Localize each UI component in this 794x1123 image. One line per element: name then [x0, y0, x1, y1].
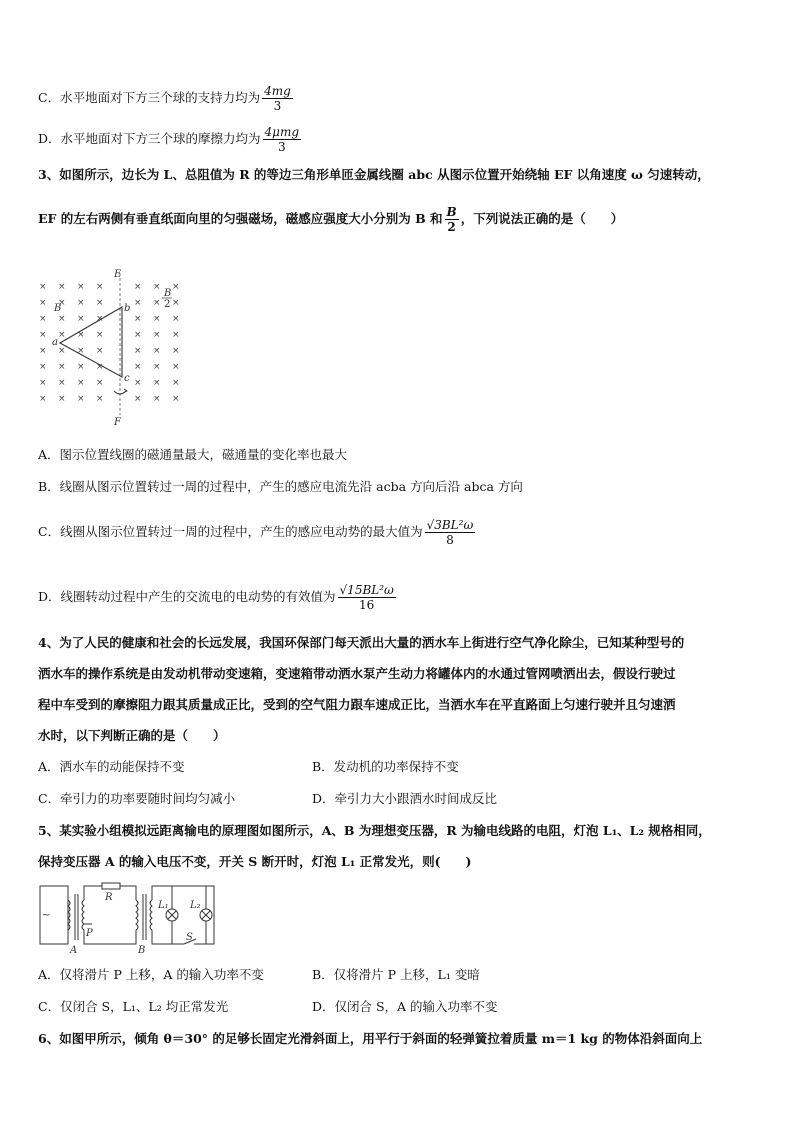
field-marker-x: × — [172, 378, 180, 388]
field-marker-x: × — [96, 298, 104, 308]
field-marker-x: × — [153, 314, 161, 324]
fig-label-bhalf-den: 2 — [164, 299, 171, 310]
field-marker-x: × — [134, 394, 142, 404]
q2-option-c-fraction — [262, 84, 293, 113]
fraction-denominator: 3 — [277, 140, 286, 154]
field-marker-x: × — [134, 314, 142, 324]
field-marker-x: × — [39, 298, 47, 308]
fig-label-r: R — [105, 892, 113, 903]
q3-option-c-fraction — [425, 518, 476, 547]
q3-stem-line2-text: EF 的左右两侧有垂直纸面向里的匀强磁场，磁感应强度大小分别为 B 和 — [38, 211, 443, 226]
fraction-denominator: 3 — [273, 99, 282, 113]
fig-label-a: a — [52, 337, 58, 348]
field-marker-x: × — [134, 330, 142, 340]
field-marker-x: × — [96, 282, 104, 292]
field-marker-x: × — [77, 378, 85, 388]
q5-stem-line2: 保持变压器 A 的输入电压不变，开关 S 断开时，灯泡 L₁ 正常发光，则( ) — [38, 854, 472, 869]
fig-label-s: S — [186, 932, 193, 943]
fig-label-a: A — [70, 945, 78, 954]
q3-magnetic-field-figure — [30, 265, 200, 430]
field-marker-x: × — [96, 394, 104, 404]
field-marker-x: × — [39, 330, 47, 340]
q4-stem-line3: 程中车受到的摩擦阻力跟其质量成正比，受到的空气阻力跟车速成正比，当洒水车在平直路面上匀速行驶并且匀速洒 — [38, 697, 676, 712]
q2-option-c-text: C．水平地面对下方三个球的支持力均为 — [38, 90, 261, 105]
q5-option-d: D．仅闭合 S，A 的输入功率不变 — [312, 999, 498, 1014]
field-marker-x: × — [39, 378, 47, 388]
q3-option-c-text: C．线圈从图示位置转过一周的过程中，产生的感应电动势的最大值为 — [38, 524, 423, 539]
field-marker-x: × — [96, 362, 104, 372]
field-marker-x: × — [58, 298, 66, 308]
fraction-numerator: 4mg — [264, 84, 291, 98]
field-marker-x: × — [172, 282, 180, 292]
q3-option-a: A．图示位置线圈的磁通量最大，磁通量的变化率也最大 — [38, 447, 348, 462]
fraction-denominator: 8 — [446, 533, 454, 547]
field-marker-x: × — [77, 298, 85, 308]
field-marker-x: × — [172, 346, 180, 356]
field-marker-x: × — [134, 346, 142, 356]
fraction-numerator: 4μmg — [264, 125, 300, 139]
field-marker-x: × — [153, 330, 161, 340]
fraction-numerator: √15BL²ω — [339, 583, 394, 597]
q3-stem-fraction — [445, 205, 459, 234]
field-marker-x: × — [153, 378, 161, 388]
field-marker-x: × — [39, 282, 47, 292]
fraction-denominator: 16 — [359, 598, 375, 612]
field-marker-x: × — [153, 394, 161, 404]
field-marker-x: × — [58, 330, 66, 340]
ac-source-icon: ~ — [42, 910, 51, 921]
fig-label-b: B — [138, 945, 146, 954]
field-marker-x: × — [134, 362, 142, 372]
q3-option-b: B．线圈从图示位置转过一周的过程中，产生的感应电流先沿 acba 方向后沿 abca 方向 — [38, 479, 523, 494]
field-marker-x: × — [77, 394, 85, 404]
field-marker-x: × — [39, 362, 47, 372]
field-marker-x: × — [96, 314, 104, 324]
field-marker-x: × — [39, 314, 47, 324]
field-marker-x: × — [77, 314, 85, 324]
field-marker-x: × — [172, 394, 180, 404]
field-marker-x: × — [134, 282, 142, 292]
field-marker-x: × — [58, 282, 66, 292]
q5-option-b: B．仅将滑片 P 上移，L₁ 变暗 — [312, 967, 480, 982]
field-marker-x: × — [96, 346, 104, 356]
q4-stem-line4: 水时，以下判断正确的是（ ） — [38, 728, 226, 743]
field-marker-x: × — [172, 314, 180, 324]
fraction-denominator: 2 — [447, 220, 456, 234]
fig-label-b: b — [124, 303, 131, 314]
field-marker-x: × — [153, 346, 161, 356]
field-marker-x: × — [172, 362, 180, 372]
q4-stem-line2: 洒水车的操作系统是由发动机带动变速箱，变速箱带动洒水泵产生动力将罐体内的水通过管网喷洒出去，假设行驶过 — [38, 666, 676, 681]
q3-option-c — [38, 518, 477, 547]
q2-option-c — [38, 84, 295, 113]
q4-stem-line1: 4、为了人民的健康和社会的长远发展，我国环保部门每天派出大量的洒水车上街进行空气净化除尘，已知某种型号的 — [38, 635, 685, 650]
field-marker-x: × — [77, 362, 85, 372]
field-marker-x: × — [58, 362, 66, 372]
field-marker-x: × — [134, 298, 142, 308]
q2-option-d-text: D．水平地面对下方三个球的摩擦力均为 — [38, 131, 261, 146]
q2-option-d-fraction — [263, 125, 302, 154]
field-marker-x: × — [39, 346, 47, 356]
q3-stem-line1: 3、如图所示，边长为 L、总阻值为 R 的等边三角形单匝金属线圈 abc 从图示位置开始绕轴 EF 以角速度 ω 匀速转动， — [38, 167, 710, 182]
field-marker-x: × — [58, 394, 66, 404]
fig-label-l1: L₁ — [158, 900, 169, 911]
q4-option-a: A．洒水车的动能保持不变 — [38, 759, 185, 774]
field-marker-x: × — [39, 394, 47, 404]
fig-label-p: P — [86, 928, 93, 939]
q4-option-c: C．牵引力的功率要随时间均匀减小 — [38, 791, 236, 806]
q2-option-d — [38, 125, 303, 154]
q3-option-d-text: D．线圈转动过程中产生的交流电的电动势的有效值为 — [38, 589, 336, 604]
field-marker-x: × — [172, 298, 180, 308]
fig-label-b-field: B — [54, 303, 62, 314]
fraction-numerator: √3BL²ω — [426, 518, 474, 532]
field-marker-x: × — [153, 298, 161, 308]
q3-stem-line2-tail: ，下列说法正确的是（ ） — [460, 211, 624, 226]
field-marker-x: × — [58, 346, 66, 356]
q3-option-d — [38, 583, 398, 612]
field-marker-x: × — [58, 314, 66, 324]
field-marker-x: × — [172, 330, 180, 340]
q5-stem-line1: 5、某实验小组模拟远距离输电的原理图如图所示，A、B 为理想变压器，R 为输电线路的电阻，灯泡 L₁、L₂ 规格相同， — [38, 823, 711, 838]
field-marker-x: × — [96, 330, 104, 340]
q5-option-a: A．仅将滑片 P 上移，A 的输入功率不变 — [38, 967, 264, 982]
q3-option-d-fraction — [338, 583, 396, 612]
q4-option-d: D．牵引力大小跟洒水时间成反比 — [312, 791, 498, 806]
field-marker-x: × — [77, 346, 85, 356]
q5-option-c: C．仅闭合 S，L₁、L₂ 均正常发光 — [38, 999, 229, 1014]
q4-option-b: B．发动机的功率保持不变 — [312, 759, 459, 774]
field-marker-x: × — [58, 378, 66, 388]
field-marker-x: × — [153, 362, 161, 372]
field-marker-x: × — [153, 282, 161, 292]
field-marker-x: × — [77, 330, 85, 340]
fig-label-c: c — [124, 373, 130, 384]
q6-stem-line1: 6、如图甲所示，倾角 θ＝30° 的足够长固定光滑斜面上，用平行于斜面的轻弹簧拉着质量 m＝1 kg 的物体沿斜面向上 — [38, 1031, 703, 1046]
q5-circuit-figure — [34, 878, 220, 954]
fig-label-f: F — [114, 417, 121, 428]
field-marker-x: × — [77, 282, 85, 292]
fig-label-bhalf-num: B — [164, 288, 172, 299]
field-marker-x: × — [134, 378, 142, 388]
fig-label-l2: L₂ — [190, 900, 201, 911]
field-marker-x: × — [96, 378, 104, 388]
fig-label-e: E — [114, 269, 122, 280]
fraction-numerator: B — [446, 205, 457, 219]
q3-stem-line2 — [38, 205, 623, 234]
